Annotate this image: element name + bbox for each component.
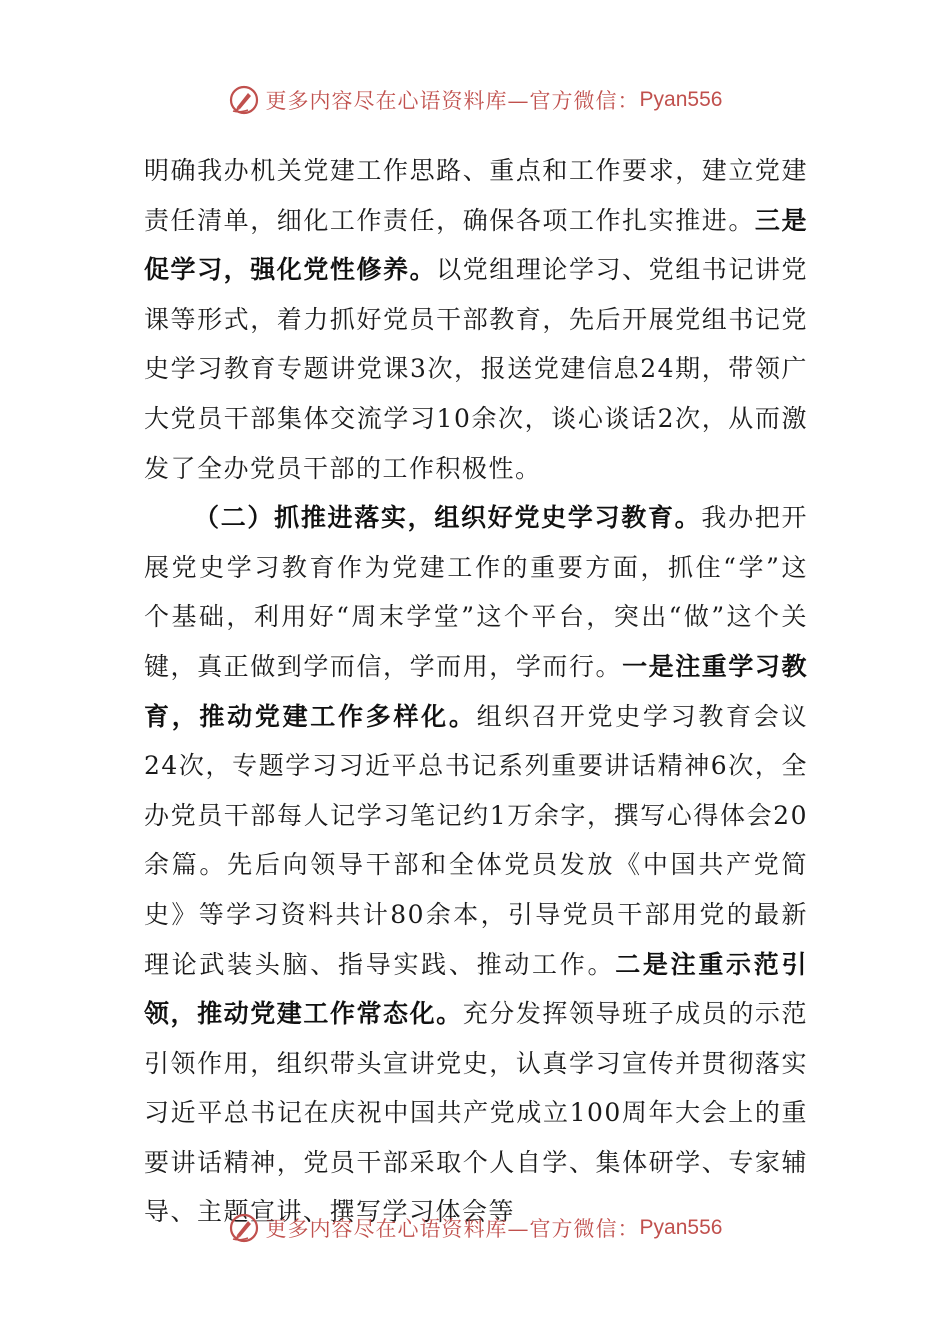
bold-heading-text: 三是促学习，强化党性修养。 <box>144 205 808 285</box>
body-text: 充分发挥领导班子成员的示范引领作用，组织带头宣讲党史，认真学习宣传并贯彻落实习近平总书记在庆祝中国共产党成立100周年大会上的重要讲话精神，党员干部采取个人自学、集体研学、专家辅导、主题宣讲、撰写学习体会等 <box>144 999 808 1227</box>
paragraph <box>144 493 808 1237</box>
footer-watermark <box>0 1212 950 1244</box>
watermark-text: 更多内容尽在心语资料库—官方微信： <box>265 89 640 113</box>
watermark-wechat-id: Pyan556 <box>639 88 723 111</box>
pen-logo-icon <box>228 1212 260 1244</box>
header-watermark <box>0 84 950 116</box>
bold-heading-text: 一是注重学习教育，推动党建工作多样化。 <box>144 651 808 731</box>
body-text: 以党组理论学习、党组书记讲党课等形式，着力抓好党员干部教育，先后开展党组书记党史学习教育专题讲党课3次，报送党建信息24期，带领广大党员干部集体交流学习10余次，谈心谈话2次，从而激发了全办党员干部的工作积极性。 <box>144 255 808 483</box>
body-text: 明确我办机关党建工作思路、重点和工作要求，建立党建责任清单，细化工作责任，确保各项工作扎实推进。 <box>144 156 808 235</box>
pen-logo-icon <box>228 84 260 116</box>
bold-heading-text: 二是注重示范引领，推动党建工作常态化。 <box>144 949 808 1029</box>
watermark-wechat-id: Pyan556 <box>639 1216 723 1239</box>
bold-heading-text: （二）抓推进落实，组织好党史学习教育。 <box>194 503 702 533</box>
watermark-text: 更多内容尽在心语资料库—官方微信： <box>265 1217 640 1241</box>
body-text: 我办把开展党史学习教育作为党建工作的重要方面，抓住“学”这个基础，利用好“周末学堂”这个平台，突出“做”这个关键，真正做到学而信，学而用，学而行。 <box>144 503 809 681</box>
document-body <box>144 146 808 1237</box>
body-text: 组织召开党史学习教育会议24次，专题学习习近平总书记系列重要讲话精神6次，全办党员干部每人记学习笔记约1万余字，撰写心得体会20余篇。先后向领导干部和全体党员发放《中国共产党简史》等学习资料共计80余本，引导党员干部用党的最新理论武装头脑、指导实践、推动工作。 <box>144 701 808 979</box>
paragraph <box>144 146 808 493</box>
